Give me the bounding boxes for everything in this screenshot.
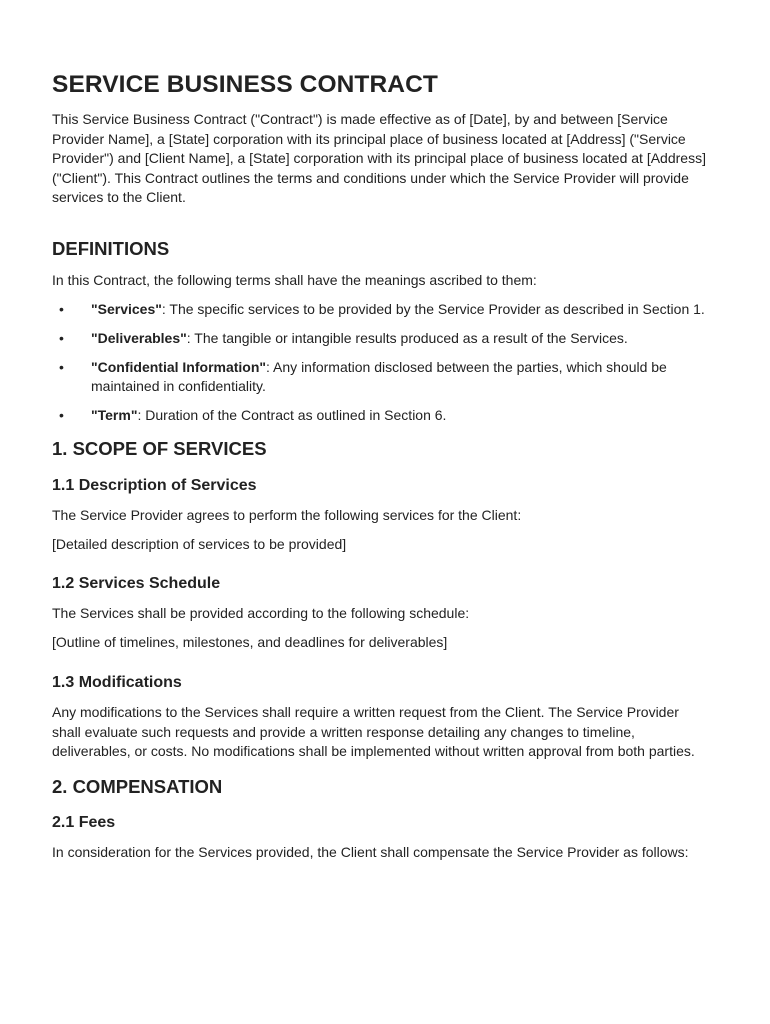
list-item — [52, 358, 710, 397]
section-2-1-heading: 2.1 Fees — [52, 813, 116, 831]
definitions-lead: In this Contract, the following terms shall have the meanings ascribed to them: — [52, 271, 537, 288]
definition-text: : Any information disclosed between the parties, which should be maintained in confidentiality. — [91, 358, 667, 395]
intro-paragraph: This Service Business Contract ("Contract") is made effective as of [Date], by and between [Service Provider Name], a [State] corporation with its principal place of business located at [Address] ("Service Provider") and [Client Name], a [State] corporation with its principal place of business located at [Address] ("Client"). This Contract outlines the terms and conditions under which the Service Provider will provide services to the Client. — [52, 111, 706, 206]
section-1-1-paragraph: The Service Provider agrees to perform the following services for the Client: — [52, 506, 522, 523]
list-item — [52, 300, 710, 320]
section-1-3-heading: 1.3 Modifications — [52, 674, 182, 692]
list-item — [52, 406, 710, 426]
section-1-1-heading: 1.1 Description of Services — [52, 476, 257, 494]
definition-text: : The tangible or intangible results produced as a result of the Services. — [186, 329, 628, 346]
section-1-2-placeholder: [Outline of timelines, milestones, and deadlines for deliverables] — [52, 634, 448, 651]
section-1-2-heading: 1.2 Services Schedule — [52, 575, 221, 593]
bullet-icon: • — [59, 300, 64, 317]
section-1-heading: 1. SCOPE OF SERVICES — [52, 437, 267, 459]
definitions-list — [52, 300, 710, 426]
definition-text: : The specific services to be provided by the Service Provider as described in Section 1. — [161, 300, 705, 317]
section-1-3-paragraph: Any modifications to the Services shall require a written request from the Client. The Service Provider shall evaluate such requests and provide a written response detailing any changes to timeline, deliverables, or costs. No modifications shall be implemented without written approval from both parties. — [52, 704, 695, 760]
section-2-1-paragraph: In consideration for the Services provided, the Client shall compensate the Service Provider as follows: — [52, 843, 689, 860]
definition-term: "Confidential Information" — [91, 358, 267, 375]
bullet-icon: • — [59, 407, 64, 424]
section-1-1-placeholder: [Detailed description of services to be provided] — [52, 535, 347, 552]
definitions-heading: DEFINITIONS — [52, 237, 170, 259]
definition-term: "Deliverables" — [91, 329, 187, 346]
section-1-2-paragraph: The Services shall be provided according to the following schedule: — [52, 605, 470, 622]
definition-term: "Term" — [91, 407, 138, 424]
section-2-heading: 2. COMPENSATION — [52, 775, 223, 797]
document-title: SERVICE BUSINESS CONTRACT — [52, 71, 438, 98]
definition-term: "Services" — [91, 300, 162, 317]
list-item — [52, 329, 710, 349]
definition-text: : Duration of the Contract as outlined in Section 6. — [137, 407, 447, 424]
bullet-icon: • — [59, 329, 64, 346]
bullet-icon: • — [59, 358, 64, 375]
